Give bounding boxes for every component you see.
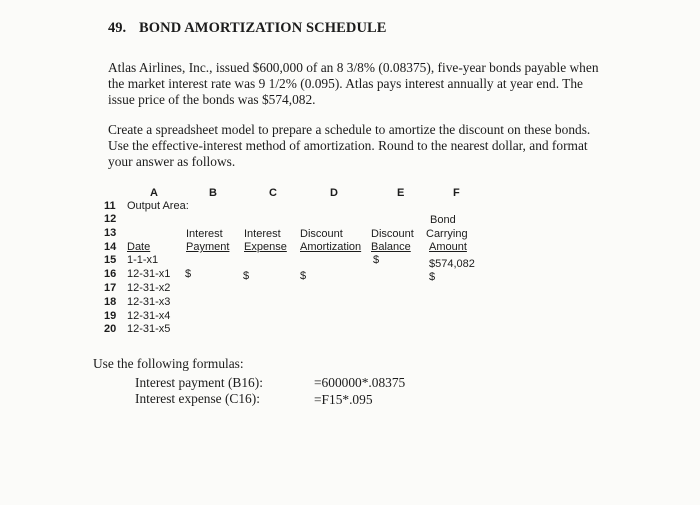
row-number: 17 — [104, 282, 117, 294]
date-cell: 12-31-x2 — [127, 282, 171, 294]
header-amount: Amount — [429, 241, 467, 253]
carrying-amount-cell: $574,082 — [429, 258, 475, 270]
row-number: 11 — [104, 200, 116, 212]
problem-number: 49. — [108, 20, 127, 36]
formulas-intro: Use the following formulas: — [93, 356, 244, 371]
date-cell: 1-1-x1 — [127, 254, 159, 266]
header-date: Date — [127, 241, 151, 253]
column-letter-f: F — [453, 187, 460, 199]
row-number: 18 — [104, 296, 117, 308]
header-discount-e: Discount — [371, 228, 414, 240]
row-number: 20 — [104, 323, 117, 335]
row-number: 15 — [104, 254, 117, 266]
task-line: Use the effective-interest method of amortization. Round to the nearest dollar, and format — [108, 138, 588, 153]
carrying-amount-cell: $ — [429, 271, 436, 283]
row-number: 12 — [104, 213, 117, 225]
intro-line: the market interest rate was 9 1/2% (0.095). Atlas pays interest annually at year end. The — [108, 76, 583, 91]
problem-title: BOND AMORTIZATION SCHEDULE — [139, 20, 387, 36]
column-letter-b: B — [209, 187, 217, 199]
date-cell: 12-31-x5 — [127, 323, 171, 335]
column-letter-d: D — [330, 187, 338, 199]
discount-balance-cell: $ — [373, 254, 380, 266]
intro-paragraph — [108, 60, 599, 108]
header-discount-d: Discount — [300, 228, 343, 240]
header-payment: Payment — [186, 241, 230, 253]
date-cell: 12-31-x1 — [127, 268, 171, 280]
column-letter-c: C — [269, 187, 277, 199]
task-paragraph — [108, 122, 590, 170]
discount-amortization-cell: $ — [300, 270, 307, 282]
formula-label: Interest payment (B16): — [135, 375, 263, 390]
row-number: 14 — [104, 241, 117, 253]
header-amortization: Amortization — [300, 241, 362, 253]
row-number: 13 — [104, 227, 117, 239]
column-letter-e: E — [397, 187, 405, 199]
row-number: 16 — [104, 268, 117, 280]
interest-expense-cell: $ — [243, 270, 250, 282]
header-interest-b: Interest — [186, 228, 223, 240]
header-balance: Balance — [371, 241, 411, 253]
formula-value: =600000*.08375 — [314, 375, 406, 390]
header-interest-c: Interest — [244, 228, 281, 240]
intro-line: issue price of the bonds was $574,082. — [108, 92, 316, 107]
interest-payment-cell: $ — [185, 268, 192, 280]
formula-label: Interest expense (C16): — [135, 391, 260, 406]
header-expense: Expense — [244, 241, 287, 253]
column-letter-a: A — [150, 187, 158, 199]
formula-value: =F15*.095 — [314, 392, 373, 407]
intro-line: Atlas Airlines, Inc., issued $600,000 of an 8 3/8% (0.08375), five-year bonds payable when — [108, 60, 599, 75]
task-line: your answer as follows. — [108, 154, 236, 169]
output-area-label: Output Area: — [127, 200, 189, 212]
date-cell: 12-31-x4 — [127, 310, 171, 322]
task-line: Create a spreadsheet model to prepare a schedule to amortize the discount on these bonds. — [108, 122, 591, 137]
date-cell: 12-31-x3 — [127, 296, 171, 308]
header-carrying: Carrying — [426, 228, 468, 240]
header-bond: Bond — [430, 214, 456, 226]
row-number: 19 — [104, 310, 117, 322]
